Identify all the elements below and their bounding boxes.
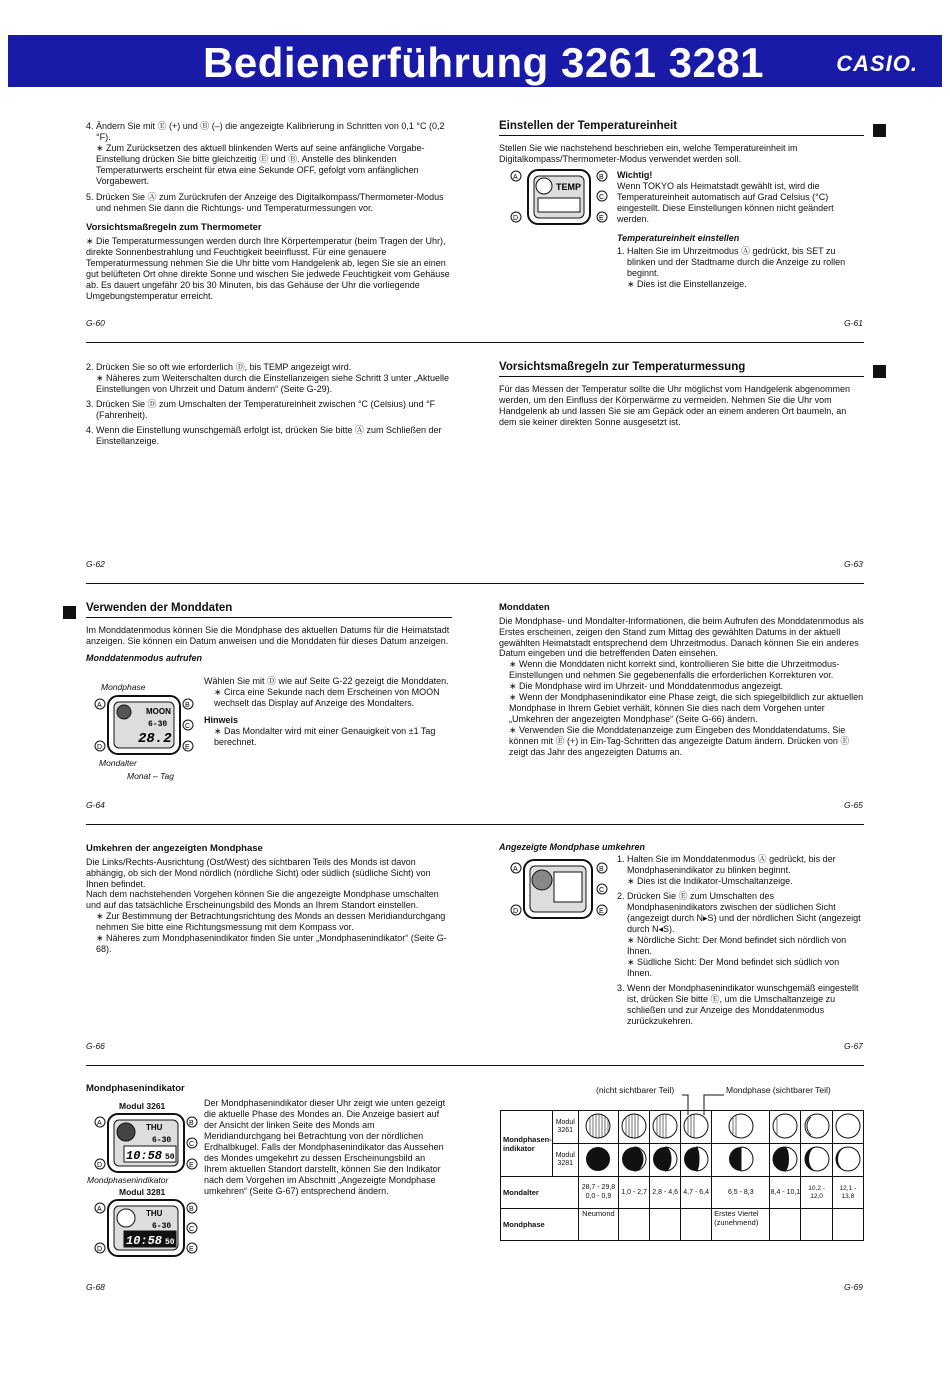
phase-cell — [681, 1209, 712, 1241]
page-number-g69: G-69 — [844, 1282, 863, 1292]
svg-text:B: B — [189, 1206, 194, 1213]
modul-3261-label: Modul 3261 — [552, 1111, 578, 1144]
page-number-g64: G-64 — [86, 800, 105, 810]
page-g63 — [499, 360, 864, 428]
phase-cell — [832, 1209, 863, 1241]
page-number-g61: G-61 — [844, 318, 863, 328]
g68-modul1: Modul 3261 — [119, 1101, 166, 1111]
g64-right-column — [204, 676, 452, 748]
g62-step2-note: ∗ Näheres zum Weiterschalten durch die Einstellanzeigen siehe Schritt 3 unter „Aktuelle Einstellungen von Uhrzeit und Datum ändern“ (Seite G-29). — [96, 372, 450, 394]
moon-3261-5 — [712, 1111, 770, 1144]
moon-3281-6 — [770, 1144, 801, 1177]
g66-text: Die Links/Rechts-Ausrichtung (Ost/West) des sichtbaren Teils des Monds ist davon abhängig, ob sich der Mond nördlich (nördliche Sicht) oder südlich (südliche Sicht) von Ihnen befindet. Nach dem nachstehenden Vorgehen können Sie die angezeigte Mondphase umschalten und auf das tatsächliche Erscheinungsbild des Monds an Ihrem Standort einstellen. — [86, 856, 439, 911]
watch-moon-date: 6-30 — [148, 720, 168, 729]
header-banner — [8, 35, 942, 87]
g63-title: Vorsichtsmaßregeln zur Temperaturmessung — [499, 360, 864, 377]
svg-text:C: C — [599, 194, 605, 201]
svg-text:D: D — [513, 215, 519, 222]
page-number-g63: G-63 — [844, 559, 863, 569]
watch-moon-illustration — [94, 694, 196, 756]
svg-text:B: B — [185, 702, 190, 709]
age-cell: 28,7 - 29,8 0,0 - 0,9 — [578, 1177, 618, 1209]
page-g61 — [499, 119, 864, 165]
page-g60 — [86, 121, 452, 302]
g60-caution-text: ∗ Die Temperaturmessungen werden durch Ihre Körpertemperatur (beim Tragen der Uhr), direkte Sonnenbestrahlung und Feuchtigkeit beeinflusst. Für eine genauere Temperaturmessung nehmen Sie die Uhr bitte vom Handgelenk ab, legen Sie sie an einen gut belüfteten Ort ohne direkte Sonne und wischen Sie jedwede Feuchtigkeit vom Gehäuse ab. Es dauert ungefähr 20 bis 30 Minuten, bis das Gehäuse der Uhr die vorliegende Umgebungstemperatur erreicht. — [86, 236, 450, 302]
phase-cell — [650, 1209, 681, 1241]
page-number-g67: G-67 — [844, 1041, 863, 1051]
page-number-g60: G-60 — [86, 318, 105, 328]
g65-bullet1: ∗ Wenn die Monddaten nicht korrekt sind, kontrollieren Sie bitte die Uhrzeitmodus-Einstellungen und nehmen Sie gegebenenfalls die erforderlichen Korrekturen vor. — [509, 659, 840, 681]
watch-3261-sec: 50 — [165, 1153, 175, 1162]
svg-text:E: E — [599, 215, 604, 222]
g60-caution-title: Vorsichtsmaßregeln zum Thermometer — [86, 221, 262, 233]
g68-label-indicator: Mondphasenindikator — [87, 1175, 169, 1185]
svg-text:D: D — [97, 1162, 103, 1169]
svg-text:B: B — [599, 174, 604, 181]
watch-moon-label: MOON — [146, 707, 171, 716]
phase-cell: Neumond — [578, 1209, 618, 1241]
g64-subtitle: Monddatenmodus aufrufen — [86, 652, 202, 663]
moon-3281-7 — [801, 1144, 832, 1177]
watch-3261-day: THU — [146, 1123, 163, 1132]
divider — [86, 824, 864, 825]
g67-step2: 2. Drücken Sie Ⓔ zum Umschalten des Mondphasenindikators zwischen der südlichen Sicht (angezeigt durch N▸S) und der nördlichen Sicht (angezeigt durch N◂S). — [617, 890, 861, 934]
svg-text:C: C — [189, 1141, 195, 1148]
g61-important-title: Wichtig! — [617, 170, 653, 180]
svg-text:A: A — [513, 174, 518, 181]
svg-text:E: E — [189, 1162, 194, 1169]
g64-text1: Wählen Sie mit Ⓓ wie auf Seite G-22 gezeigt die Monddaten. — [204, 676, 449, 686]
g61-important-text: Wenn TOKYO als Heimatstadt gewählt ist, wird die Temperatureinheit automatisch auf Grad Celsius (°C) eingestellt. Diese Einstellungen können nicht geändert werden. — [617, 180, 834, 224]
g62-step3: 3. Drücken Sie Ⓓ zum Umschalten der Temperatureinheit zwischen °C (Celsius) und °F (Fahrenheit). — [86, 398, 436, 420]
g60-step5: 5. Drücken Sie Ⓐ zum Zurückrufen der Anzeige des Digitalkompass/Thermometer-Modus und nehmen Sie dann die Richtungs- und Temperaturmessungen vor. — [86, 191, 444, 213]
moon-3281-5 — [712, 1144, 770, 1177]
g67-step1: 1. Halten Sie im Monddatenmodus Ⓐ gedrückt, bis der Mondphasenindikator zu blinken beginnt. — [617, 854, 836, 875]
modul-3281-label: Modul 3281 — [552, 1144, 578, 1177]
page-number-g62: G-62 — [86, 559, 105, 569]
age-cell: 12,1 - 13,8 — [832, 1177, 863, 1209]
age-cell: 4,7 - 6,4 — [681, 1177, 712, 1209]
g66-bullet1: ∗ Zur Bestimmung der Betrachtungsrichtung des Monds an dessen Meridiandurchgang nehmen Sie bitte eine Richtungsmessung mit dem Kompass vor. — [96, 911, 446, 933]
g65-text: Die Mondphase- und Mondalter-Informationen, die beim Aufrufen des Monddatenmodus als Erstes erscheinen, zeigen den Stand zum Mittag des gewählten Datums in der aktuell gewählten Heimatstadt entsprechend dem Uhrzeitmodus. Danach können Sie ein anderes Datum eingeben und die betreffenden Daten einsehen. — [499, 615, 864, 659]
row-label-age: Mondalter — [501, 1177, 579, 1209]
g61-title: Einstellen der Temperatureinheit — [499, 119, 864, 136]
row-label-phase: Mondphase — [501, 1209, 579, 1241]
svg-text:D: D — [97, 744, 103, 751]
age-cell: 10,2 - 12,0 — [801, 1177, 832, 1209]
phase-cell — [619, 1209, 650, 1241]
svg-text:E: E — [189, 1246, 194, 1253]
svg-text:C: C — [185, 723, 191, 730]
g61-step1: 1. Halten Sie im Uhrzeitmodus Ⓐ gedrückt, bis SET zu blinken und der Stadtname durch die Anzeige zu rollen beginnt. — [617, 245, 846, 278]
watch-temp-label: TEMP — [556, 182, 582, 192]
svg-text:B: B — [599, 866, 604, 873]
divider — [86, 342, 864, 343]
svg-text:D: D — [513, 908, 519, 915]
moon-3281-2 — [619, 1144, 650, 1177]
svg-text:D: D — [97, 1246, 103, 1253]
svg-text:A: A — [97, 1120, 102, 1127]
moon-3281-8 — [832, 1144, 863, 1177]
page-g65 — [499, 602, 864, 758]
g69-label-visible: Mondphase (sichtbarer Teil) — [726, 1085, 831, 1095]
g67-subtitle: Angezeigte Mondphase umkehren — [499, 842, 646, 852]
watch-3261-date: 6-30 — [152, 1136, 172, 1145]
g67-step1-note: ∗ Dies ist die Indikator-Umschaltanzeige. — [627, 875, 793, 886]
g60-step4-note: ∗ Zum Zurücksetzen des aktuell blinkenden Werts auf seine anfängliche Vorgabe-Einstellung drücken Sie bitte gleichzeitig Ⓔ und Ⓑ. Anstelle des blinkenden Temperaturwerts erscheint für etwa eine Sekunde OFF, gefolgt vom anfänglichen Vorgabewert. — [96, 142, 425, 186]
svg-text:A: A — [97, 702, 102, 709]
watch-moon-reverse-illustration — [506, 858, 611, 920]
watch-moon-age: 28.2 — [138, 731, 172, 747]
g66-bullet2: ∗ Näheres zum Mondphasenindikator finden Sie unter „Mondphasenindikator“ (Seite G-68). — [96, 933, 447, 955]
g64-intro: Im Monddatenmodus können Sie die Mondphase des aktuellen Datums für die Heimatstadt anzeigen. Sie können ein Datum anweisen und die Monddaten für dieses Datum anzeigen. — [86, 625, 450, 646]
label-mondphase: Mondphase — [101, 682, 146, 692]
age-cell: 6,5 - 8,3 — [712, 1177, 770, 1209]
g67-step2-n1: ∗ Nördliche Sicht: Der Mond befindet sich nördlich von Ihnen. — [627, 934, 847, 956]
moon-3261-2 — [619, 1111, 650, 1144]
moon-3261-7 — [801, 1111, 832, 1144]
g61-intro: Stellen Sie wie nachstehend beschrieben ein, welche Temperatureinheit im Digitalkompass/Thermometer-Modus verwendet werden soll. — [499, 143, 798, 164]
g65-bullet2: ∗ Die Mondphase wird im Uhrzeit- und Monddatenmodus angezeigt. — [509, 681, 784, 692]
page-number-g66: G-66 — [86, 1041, 105, 1051]
svg-text:B: B — [189, 1120, 194, 1127]
watch-3281-illustration — [94, 1198, 198, 1258]
g64-hint-text: ∗ Das Mondalter wird mit einer Genauigkeit von ±1 Tag berechnet. — [214, 725, 436, 747]
age-cell: 1,0 - 2,7 — [619, 1177, 650, 1209]
g60-step4: 4. Ändern Sie mit Ⓔ (+) und Ⓑ (–) die angezeigte Kalibrierung in Schritten von 0,1 °C (0,2 °F). — [86, 121, 445, 142]
divider — [86, 1065, 864, 1066]
phase-cell — [801, 1209, 832, 1241]
watch-3281-time: 10:58 — [126, 1234, 163, 1248]
svg-text:C: C — [599, 887, 605, 894]
g67-step3: 3. Wenn der Mondphasenindikator wunschgemäß eingestellt ist, drücken Sie bitte Ⓔ, um die Umschaltanzeige zu schließen und zur Anzeige des Monddatenmodus zurückzukehren. — [617, 982, 859, 1026]
document-title: Bedienerführung 3261 3281 — [203, 39, 765, 86]
g64-text1-note: ∗ Circa eine Sekunde nach dem Erscheinen von MOON wechselt das Display auf Anzeige des Mondalters. — [214, 686, 440, 708]
row-label-indicator: Mondphasen-indikator — [501, 1111, 553, 1177]
g65-bullet4: ∗ Verwenden Sie die Monddatenanzeige zum Eingeben des Monddatendatums. Sie können mit Ⓔ (+) in Ein-Tag-Schritten das angezeigte Datum ändern. Drücken von Ⓔ zeigt das Jahr des angezeigten Datums an. — [509, 725, 850, 758]
table-row — [501, 1209, 864, 1241]
g67-step2-n2: ∗ Südliche Sicht: Der Mond befindet sich südlich von Ihnen. — [627, 956, 840, 978]
g65-title: Monddaten — [499, 602, 550, 613]
moon-phase-table — [500, 1110, 864, 1241]
moon-3261-3 — [650, 1111, 681, 1144]
page-g66 — [86, 843, 452, 955]
brand-logo: CASIO. — [836, 51, 918, 76]
moon-3261-1 — [578, 1111, 618, 1144]
watch-temp-illustration — [506, 168, 611, 226]
g68-title: Mondphasenindikator — [86, 1083, 185, 1094]
moon-3261-4 — [681, 1111, 712, 1144]
moon-3281-4 — [681, 1144, 712, 1177]
age-cell: 2,8 - 4,6 — [650, 1177, 681, 1209]
watch-3281-date: 6-30 — [152, 1222, 172, 1231]
watch-3261-time: 10:58 — [126, 1149, 163, 1163]
section-marker — [873, 124, 886, 137]
g68-modul2: Modul 3281 — [119, 1187, 166, 1197]
g68-text: Der Mondphasenindikator dieser Uhr zeigt wie unten gezeigt die aktuelle Phase des Mondes an. Die Anzeige basiert auf der Ansicht der linken Seite des Monds am Meridiandurchgang bei Betrachtung von der nördlichen Erdhalbkugel. Falls der Mondphasenindikator das Aussehen des Mondes umgekehrt zu dessen Erscheinungsbild an Ihrem aktuellen Standort darstellt, können Sie den Indikator nach dem Vorgehen im Abschnitt „Angezeigte Mondphase umkehren“ (Seite G-67) entsprechend ändern. — [204, 1098, 446, 1196]
svg-text:C: C — [189, 1226, 195, 1233]
g64-title: Verwenden der Monddaten — [86, 601, 452, 618]
watch-3281-day: THU — [146, 1209, 163, 1218]
g66-title: Umkehren der angezeigten Mondphase — [86, 843, 263, 854]
label-monat-tag: Monat – Tag — [127, 771, 174, 781]
page-g64 — [86, 601, 452, 664]
phase-cell — [770, 1209, 801, 1241]
g61-right-column — [617, 170, 863, 290]
moon-3281-1 — [578, 1144, 618, 1177]
age-cell: 8,4 - 10,1 — [770, 1177, 801, 1209]
svg-text:A: A — [513, 866, 518, 873]
page-g68 — [204, 1098, 450, 1197]
moon-3281-3 — [650, 1144, 681, 1177]
page-number-g68: G-68 — [86, 1282, 105, 1292]
g62-step4: 4. Wenn die Einstellung wunschgemäß erfolgt ist, drücken Sie bitte Ⓐ zum Schließen der Einstellanzeige. — [86, 424, 442, 446]
g69-label-hidden: (nicht sichtbarer Teil) — [596, 1085, 675, 1095]
g61-subtitle: Temperatureinheit einstellen — [617, 232, 740, 243]
section-marker — [63, 606, 76, 619]
g63-text: Für das Messen der Temperatur sollte die Uhr möglichst vom Handgelenk abgenommen werden, um den Einfluss der Körperwärme zu vermeiden. Nehmen Sie die Uhr vom Handgelenk ab und lassen Sie sie am Gepäck oder an einem anderen Ort baumeln, an dem sie keiner direkten Sonne ausgesetzt ist. — [499, 384, 851, 427]
divider — [86, 583, 864, 584]
label-mondalter: Mondalter — [99, 758, 137, 768]
svg-text:A: A — [97, 1206, 102, 1213]
table-row — [501, 1177, 864, 1209]
g64-hint-title: Hinweis — [204, 714, 239, 725]
svg-text:E: E — [599, 908, 604, 915]
page-g62 — [86, 362, 452, 447]
phase-cell: Erstes Viertel (zunehmend) — [712, 1209, 770, 1241]
page-number-g65: G-65 — [844, 800, 863, 810]
table-row — [501, 1111, 864, 1144]
g65-bullet3: ∗ Wenn der Mondphasenindikator eine Phase zeigt, die sich spiegelbildlich zur aktuellen Mondphase in Ihrem Gebiet verhält, können Sie dies nach dem Vorgehen unter „Umkehren der angezeigten Mondphase“ (Seite G-66) ändern. — [509, 692, 864, 725]
page-g67 — [617, 854, 863, 1027]
moon-3261-6 — [770, 1111, 801, 1144]
section-marker — [873, 365, 886, 378]
g62-step2: 2. Drücken Sie so oft wie erforderlich Ⓓ, bis TEMP angezeigt wird. — [86, 362, 352, 372]
table-row — [501, 1144, 864, 1177]
g61-step1-note: ∗ Dies ist die Einstellanzeige. — [627, 278, 747, 289]
moon-3261-8 — [832, 1111, 863, 1144]
watch-3261-illustration — [94, 1112, 198, 1174]
watch-3281-sec: 50 — [165, 1238, 175, 1247]
svg-text:E: E — [185, 744, 190, 751]
